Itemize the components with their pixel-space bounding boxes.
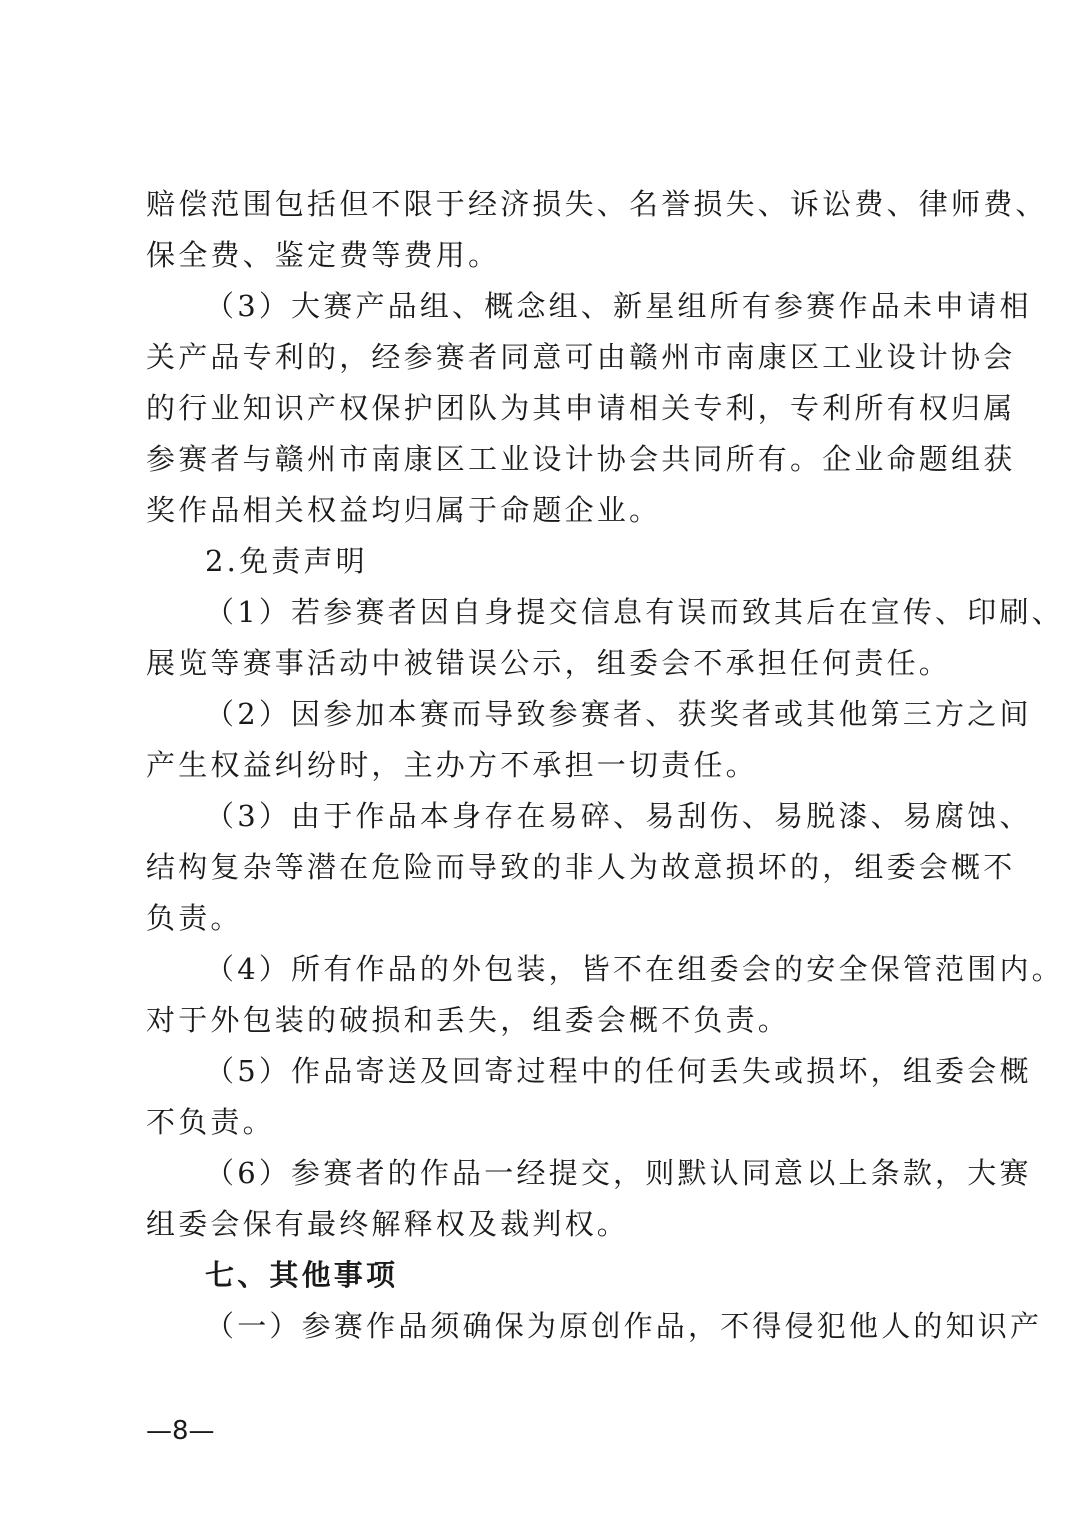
paragraph-line: 不负责。 [146, 1105, 275, 1139]
paragraph-line: 的行业知识产权保护团队为其申请相关专利，专利所有权归属 [146, 391, 1016, 425]
paragraph-line: （5）作品寄送及回寄过程中的任何丢失或损坏，组委会概 [205, 1054, 1032, 1088]
paragraph-line: （3）大赛产品组、概念组、新星组所有参赛作品未申请相 [205, 289, 1032, 323]
paragraph-line: （一）参赛作品须确保为原创作品，不得侵犯他人的知识产 [205, 1309, 1043, 1343]
paragraph-line: 参赛者与赣州市南康区工业设计协会共同所有。企业命题组获 [146, 442, 1016, 476]
paragraph-line: 产生权益纠纷时，主办方不承担一切责任。 [146, 748, 758, 782]
paragraph-line: 展览等赛事活动中被错误公示，组委会不承担任何责任。 [146, 646, 952, 680]
paragraph-line: 保全费、鉴定费等费用。 [146, 238, 501, 272]
paragraph-line: 结构复杂等潜在危险而导致的非人为故意损坏的，组委会概不 [146, 850, 1016, 884]
paragraph-line: 对于外包装的破损和丢失，组委会概不负责。 [146, 1003, 791, 1037]
paragraph-line: （1）若参赛者因自身提交信息有误而致其后在宣传、印刷、 [205, 595, 1064, 629]
paragraph-line: 赔偿范围包括但不限于经济损失、名誉损失、诉讼费、律师费、 [146, 187, 1048, 221]
paragraph-line: 组委会保有最终解释权及裁判权。 [146, 1207, 630, 1241]
paragraph-line: 奖作品相关权益均归属于命题企业。 [146, 493, 662, 527]
section-heading: 七、其他事项 [205, 1258, 399, 1292]
section-subheading: 2.免责声明 [205, 544, 368, 578]
paragraph-line: （4）所有作品的外包装，皆不在组委会的安全保管范围内。 [205, 952, 1064, 986]
paragraph-line: （6）参赛者的作品一经提交，则默认同意以上条款，大赛 [205, 1156, 1032, 1190]
paragraph-line: （3）由于作品本身存在易碎、易刮伤、易脱漆、易腐蚀、 [205, 799, 1032, 833]
paragraph-line: （2）因参加本赛而导致参赛者、获奖者或其他第三方之间 [205, 697, 1032, 731]
paragraph-line: 关产品专利的，经参赛者同意可由赣州市南康区工业设计协会 [146, 340, 1016, 374]
paragraph-line: 负责。 [146, 901, 243, 935]
page-number: —8— [146, 1416, 215, 1446]
